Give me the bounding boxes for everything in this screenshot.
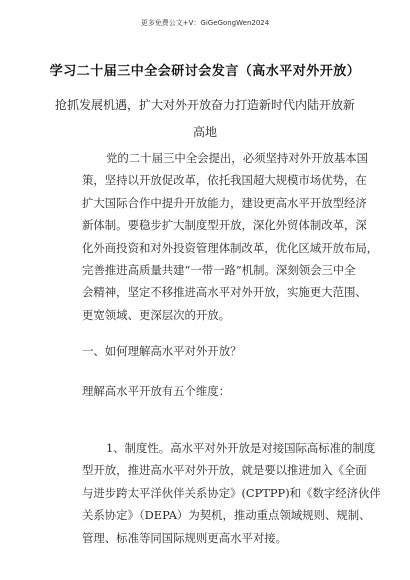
paragraph-line: 化外商投资和对外投资管理体制改革，优化区域开放布局，: [82, 240, 379, 255]
document-subtitle: [36, 92, 374, 146]
section-heading: 一、如何理解高水平对外开放？: [82, 344, 242, 358]
paragraph-line: 新体制。要稳步扩大制度型开放，深化外贸体制改革，深: [82, 218, 367, 233]
dimensions-paragraph: 理解高水平开放有五个维度：: [82, 384, 231, 398]
subtitle-line: 抢抓发展机遇，扩大对外开放奋力打造新时代内陆开放新: [54, 98, 355, 112]
paragraph-line: 与进步跨太平洋伙伴关系协定》(CPTPP)和《数字经济伙伴: [82, 485, 381, 500]
paragraph-line: 党的二十届三中全会提出，必须坚持对外开放基本国: [106, 151, 368, 165]
paragraph-line: 关系协定》（DEPA）为契机，推动重点领域规则、规制、: [82, 508, 371, 523]
subtitle-line: 高地: [192, 125, 217, 139]
intro-paragraph: [82, 147, 378, 326]
document-title: 学习二十届三中全会研讨会发言（高水平对外开放）: [49, 64, 361, 79]
header-note: 更多免费公文+V：GiGeGongWen2024: [140, 19, 270, 27]
item-1-paragraph: [82, 437, 381, 549]
paragraph-line: 扩大国际合作中提升开放能力，建设更高水平开放型经济: [82, 195, 367, 210]
paragraph-line: 策，坚持以开放促改革，依托我国超大规模市场优势，在: [82, 173, 367, 188]
paragraph-line: 管理、标准等同国际规则更高水平对接。: [82, 530, 288, 545]
paragraph-line: 1、制度性。高水平对外开放是对接国际高标准的制度: [106, 441, 376, 455]
paragraph-line: 会精神，坚定不移推进高水平对外开放，实施更大范围、: [82, 285, 367, 300]
paragraph-line: 完善推进高质量共建“一带一路”机制。深刻领会三中全: [82, 263, 356, 278]
paragraph-line: 更宽领域、更深层次的开放。: [82, 307, 231, 322]
paragraph-line: 型开放，推进高水平对外开放，就是要以推进加入《全面: [82, 463, 367, 478]
